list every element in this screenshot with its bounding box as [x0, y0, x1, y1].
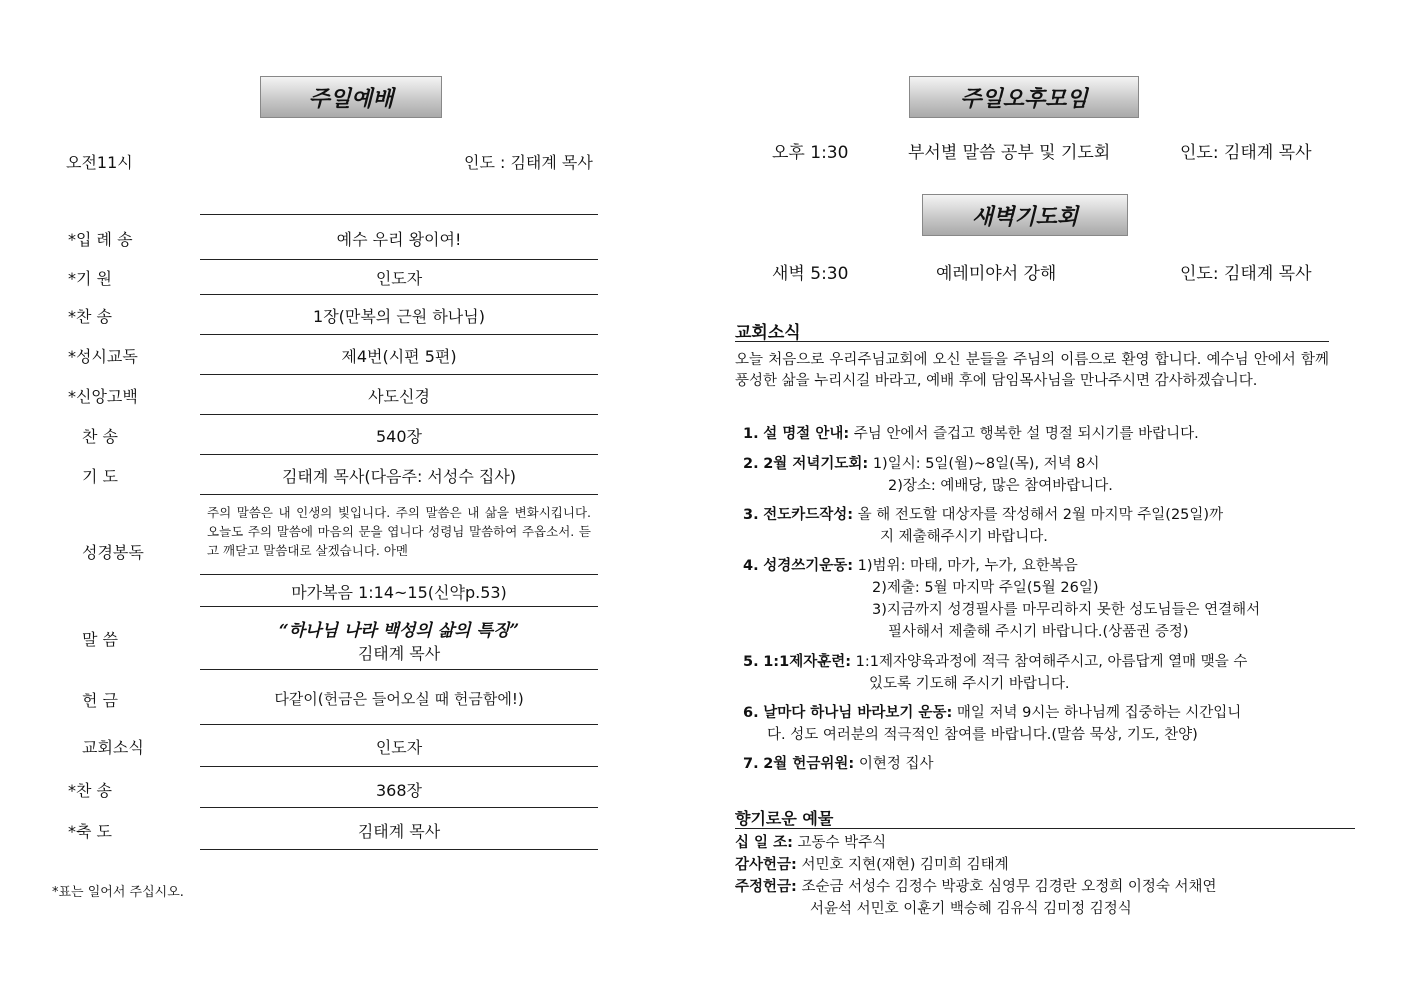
news-title: 교회소식 [735, 323, 801, 343]
worship-leader: 인도 : 김태계 목사 [464, 153, 593, 172]
news-item: 4. 성경쓰기운동: 1)범위: 마태, 마가, 누가, 요한복음 [743, 558, 1078, 574]
offering-title: 향기로운 예물 [735, 809, 834, 828]
order-label: 성경봉독 [82, 543, 144, 562]
order-label: *찬 송 [68, 781, 112, 800]
news-item: 6. 날마다 하나님 바라보기 운동: 매일 저녁 9시는 하나님께 집중하는 시간입니 [743, 705, 1242, 721]
order-value: 사도신경 [368, 387, 430, 406]
order-line [200, 669, 598, 670]
stand-footnote: *표는 일어서 주십시오. [52, 885, 184, 900]
scripture-prayer: 주의 말씀은 내 인생의 빛입니다. 주의 말씀은 내 삶을 변화시킵니다. 오늘도 주의 말씀에 마음의 문을 엽니다 성령님 말씀하여 주옵소서. 듣고 깨닫고 말씀대로 살겠습니다. 아멘 [207, 505, 591, 558]
news-item: 7. 2월 헌금위원: 이현정 집사 [743, 756, 934, 772]
order-label: *축 도 [68, 822, 112, 841]
order-value: 1장(만복의 근원 하나님) [313, 307, 485, 326]
order-line [200, 214, 598, 215]
order-line [200, 606, 598, 607]
news-divider [735, 341, 1329, 342]
order-label: *찬 송 [68, 307, 112, 326]
dawn-time: 새벽 5:30 [772, 264, 849, 284]
offering-row-cont: 서윤석 서민호 이훈기 백승혜 김유식 김미정 김정식 [810, 901, 1132, 917]
worship-time: 오전11시 [66, 153, 133, 172]
order-value: 다같이(헌금은 들어오실 때 헌금함에!) [274, 690, 524, 708]
afternoon-time: 오후 1:30 [772, 143, 849, 163]
news-item-cont: 지 제출해주시기 바랍니다. [880, 529, 1048, 545]
order-line [200, 414, 598, 415]
order-line [200, 494, 598, 495]
news-item-cont: 2)장소: 예배당, 많은 참여바랍니다. [888, 478, 1113, 494]
news-item-cont: 3)지금까지 성경필사를 마무리하지 못한 성도님들은 연결해서 [872, 602, 1261, 618]
sermon-title: “하나님 나라 백성의 삶의 특징” [278, 621, 520, 641]
news-item: 3. 전도카드작성: 올 해 전도할 대상자를 작성해서 2월 마지막 주일(25일)까 [743, 507, 1224, 523]
order-label: *신앙고백 [68, 387, 138, 406]
afternoon-desc: 부서별 말씀 공부 및 기도회 [908, 143, 1111, 163]
news-item-cont: 있도록 기도해 주시기 바랍니다. [869, 676, 1070, 692]
news-item: 1. 설 명절 안내: 주님 안에서 즐겁고 행복한 설 명절 되시기를 바랍니다. [743, 426, 1199, 442]
news-item-cont: 다. 성도 여러분의 적극적인 참여를 바랍니다.(말씀 묵상, 기도, 찬양) [767, 727, 1198, 743]
order-line [200, 454, 598, 455]
dawn-title: 새벽기도회 [922, 194, 1128, 236]
sermon-preacher: 김태계 목사 [357, 644, 441, 663]
order-label: *기 원 [68, 269, 112, 288]
order-line [200, 334, 598, 335]
worship-title: 주일예배 [260, 76, 442, 118]
order-label: 찬 송 [82, 427, 118, 446]
order-value: 368장 [376, 781, 422, 800]
order-value: 인도자 [375, 738, 423, 757]
order-label: *입 례 송 [68, 230, 133, 249]
order-label: 교회소식 [82, 738, 144, 757]
dawn-leader: 인도: 김태계 목사 [1180, 264, 1312, 284]
scripture-reference: 마가복음 1:14~15(신약p.53) [291, 583, 507, 602]
order-label: 기 도 [82, 467, 118, 486]
afternoon-leader: 인도: 김태계 목사 [1180, 143, 1312, 163]
offering-row: 감사헌금: 서민호 지현(재현) 김미희 김태계 [735, 857, 1009, 873]
order-value: 김태계 목사(다음주: 서성수 집사) [281, 467, 517, 486]
order-label: *성시교독 [68, 347, 138, 366]
offering-row: 십 일 조: 고동수 박주식 [735, 835, 887, 851]
afternoon-title: 주일오후모임 [909, 76, 1139, 118]
news-item-cont: 2)제출: 5월 마지막 주일(5월 26일) [872, 580, 1099, 596]
order-line [200, 374, 598, 375]
order-line [200, 294, 598, 295]
order-value: 김태계 목사 [357, 822, 441, 841]
news-intro: 오늘 처음으로 우리주님교회에 오신 분들을 주님의 이름으로 환영 합니다. 예수님 안에서 함께 풍성한 삶을 누리시길 바라고, 예배 후에 담임목사님을 만나주시면 감사하겠습니다. [735, 352, 1329, 389]
order-value: 인도자 [375, 269, 423, 288]
order-line [200, 766, 598, 767]
dawn-desc: 예레미야서 강해 [936, 264, 1057, 284]
order-value: 제4번(시편 5편) [341, 347, 457, 366]
order-line [200, 849, 598, 850]
order-line [200, 259, 598, 260]
news-item: 2. 2월 저녁기도회: 1)일시: 5일(월)~8일(목), 저녁 8시 [743, 456, 1100, 472]
order-line [200, 574, 598, 575]
offering-divider [735, 828, 1355, 829]
order-line [200, 807, 598, 808]
news-item: 5. 1:1제자훈련: 1:1제자양육과정에 적극 참여해주시고, 아름답게 열매 맺을 수 [743, 654, 1248, 670]
order-value: 예수 우리 왕이여! [336, 230, 462, 249]
order-label: 헌 금 [82, 691, 118, 710]
news-item-cont: 필사해서 제출해 주시기 바랍니다.(상품권 증정) [888, 624, 1189, 640]
order-value: 540장 [376, 427, 422, 446]
offering-row: 주정헌금: 조순금 서성수 김정수 박광호 심영무 김경란 오정희 이정숙 서채연 [735, 879, 1217, 895]
order-line [200, 724, 598, 725]
order-label: 말 씀 [82, 630, 118, 649]
